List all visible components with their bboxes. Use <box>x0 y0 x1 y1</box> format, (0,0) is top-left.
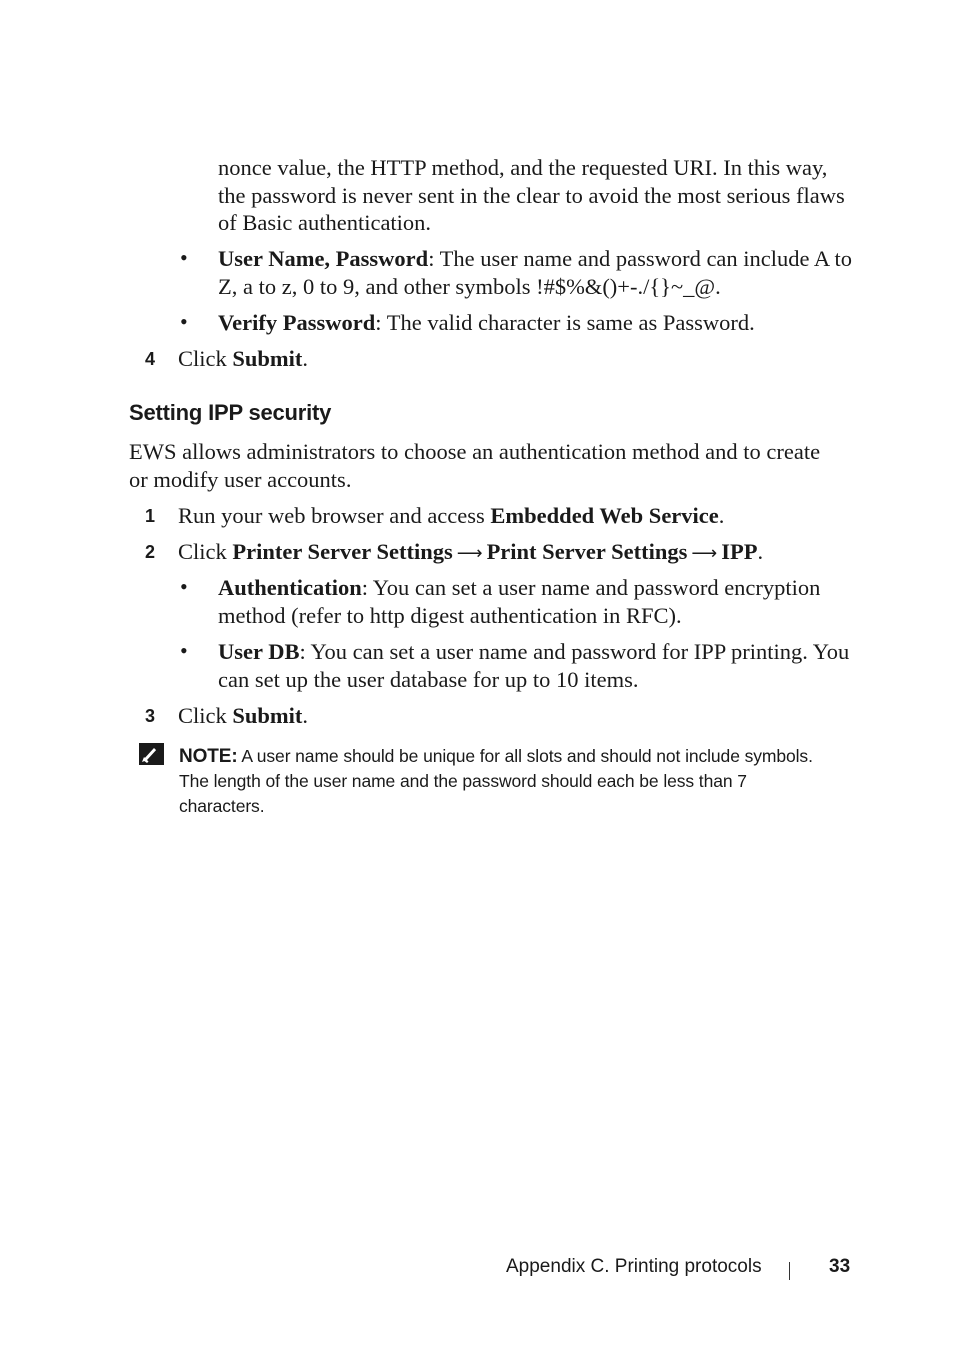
bullet-term: Verify Password <box>218 310 376 335</box>
step-2 <box>178 538 763 568</box>
bullet-icon: • <box>180 245 188 270</box>
step-4 <box>178 345 308 373</box>
step-3 <box>178 702 308 730</box>
note-line-3: characters. <box>179 796 265 816</box>
bullet-icon: • <box>180 574 188 599</box>
intro-paragraph <box>129 438 889 493</box>
step-number: 3 <box>145 706 156 726</box>
note-block <box>179 744 869 819</box>
bullet-description: : You can set a user name and password for IPP printing. You <box>299 639 850 664</box>
menu-path-item-1: Printer Server Settings <box>232 539 453 564</box>
step-end: . <box>757 539 764 564</box>
note-line-2: The length of the user name and the password should each be less than 7 <box>179 771 747 791</box>
continuation-paragraph <box>218 154 858 237</box>
menu-path-item-3: IPP <box>721 539 758 564</box>
step-text: Run your web browser and access <box>178 503 491 528</box>
bullet-description-continued: method (refer to http digest authentication in RFC). <box>218 602 682 628</box>
page-number: 33 <box>829 1256 851 1277</box>
step-end: . <box>302 346 309 371</box>
step-text: Click <box>178 703 233 728</box>
step-number: 2 <box>145 542 156 562</box>
bullet-user-db <box>218 638 858 693</box>
bullet-term: User Name, Password <box>218 246 429 271</box>
continuation-line-3: of Basic authentication. <box>218 210 432 235</box>
step-1 <box>178 502 724 530</box>
step-number: 1 <box>145 506 156 526</box>
step-end: . <box>302 703 309 728</box>
continuation-line-2: the password is never sent in the clear to avoid the most serious flaws <box>218 182 845 208</box>
intro-line-1: EWS allows administrators to choose an authentication method and to create <box>129 439 821 464</box>
submit-term: Submit <box>232 703 303 728</box>
bullet-authentication <box>218 574 858 629</box>
bullet-icon: • <box>180 638 188 663</box>
step-end: . <box>718 503 725 528</box>
bullet-description: : The valid character is same as Password. <box>375 310 755 335</box>
note-line-1: A user name should be unique for all slots and should not include symbols. <box>237 746 813 766</box>
menu-path-item-2: Print Server Settings <box>486 539 688 564</box>
bullet-description-continued: can set up the user database for up to 10 items. <box>218 666 639 692</box>
bullet-description: : You can set a user name and password encryption <box>361 575 821 600</box>
bullet-term: User DB <box>218 639 300 664</box>
note-pencil-icon <box>139 743 164 765</box>
bullet-username-password <box>218 245 858 300</box>
bullet-description-continued: Z, a to z, 0 to 9, and other symbols !#$%&()+-./{}~_@. <box>218 273 721 299</box>
intro-line-2: or modify user accounts. <box>129 466 352 492</box>
embedded-web-service-term: Embedded Web Service <box>490 503 719 528</box>
note-label: NOTE: <box>179 746 238 767</box>
arrow-right-icon: ⟶ <box>456 543 483 564</box>
bullet-icon: • <box>180 309 188 334</box>
step-text: Click <box>178 346 233 371</box>
step-number: 4 <box>145 349 156 369</box>
footer-divider <box>789 1262 790 1280</box>
bullet-term: Authentication <box>218 575 362 600</box>
arrow-right-icon: ⟶ <box>691 543 718 564</box>
step-text: Click <box>178 539 233 564</box>
bullet-description: : The user name and password can include A to <box>428 246 853 271</box>
bullet-verify-password <box>218 309 858 337</box>
footer-section-title: Appendix C. Printing protocols <box>506 1256 762 1277</box>
continuation-line-1: nonce value, the HTTP method, and the requested URI. In this way, <box>218 155 828 180</box>
submit-term: Submit <box>232 346 303 371</box>
section-heading: Setting IPP security <box>129 400 332 425</box>
